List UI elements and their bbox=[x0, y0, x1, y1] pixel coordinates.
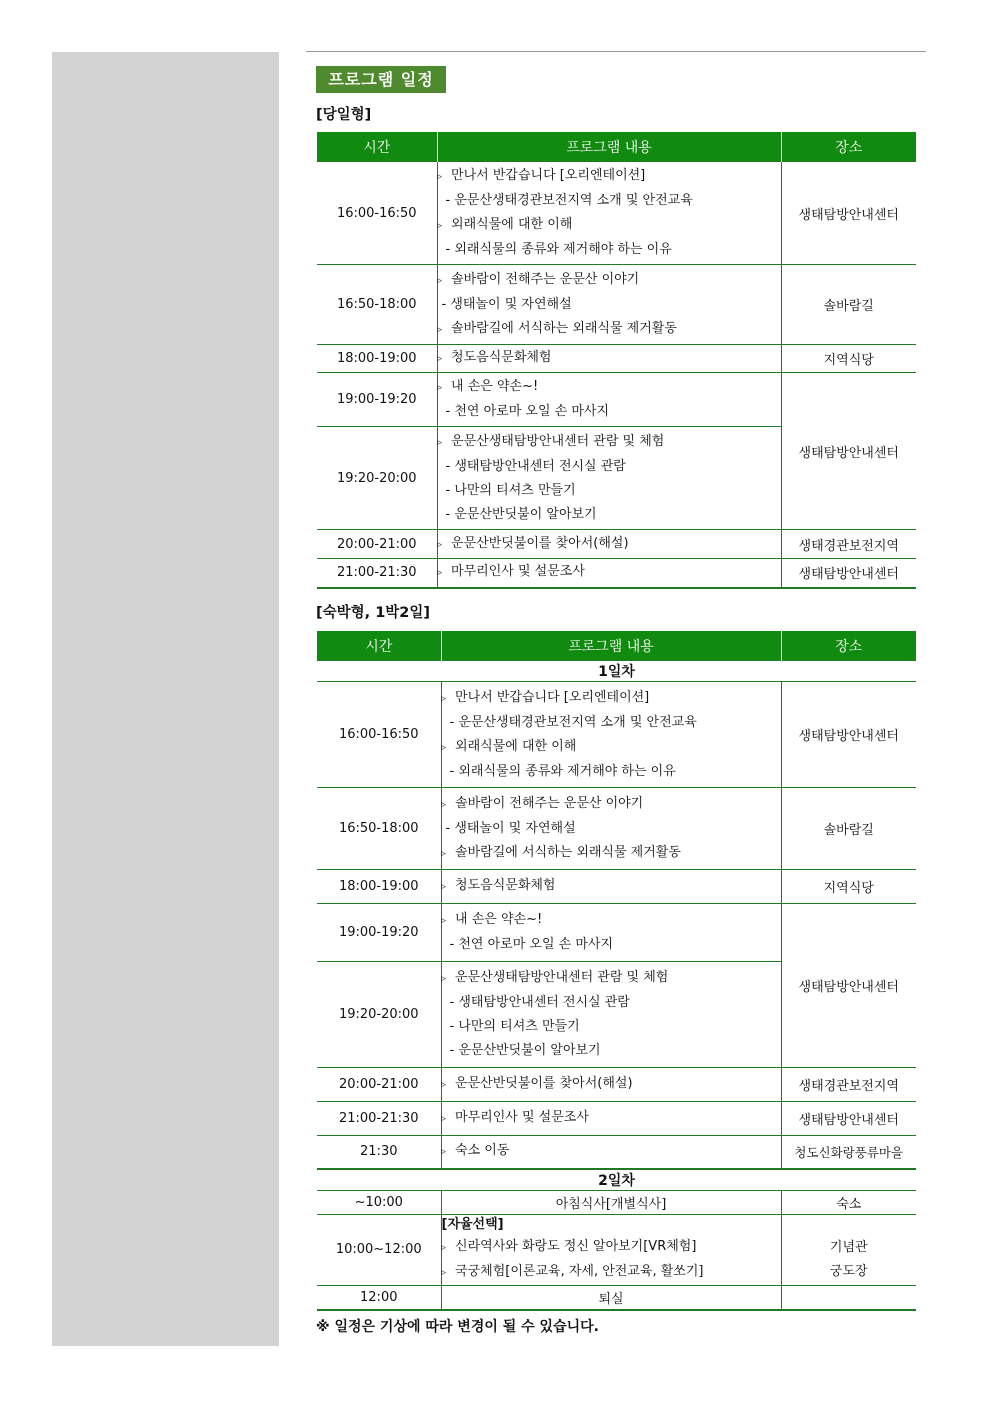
place-cell: 기념관 궁도장 bbox=[781, 1214, 916, 1285]
content-cell: ▹ 만나서 반갑습니다 [오리엔테이션] - 운문산생태경관보전지역 소개 및 안전교육 ▹ 외래식물에 대한 이해 - 외래식물의 종류와 제거해야 하는 이유 bbox=[437, 162, 781, 265]
time-cell: 20:00-21:00 bbox=[317, 530, 437, 559]
content-cell: ▹ 내 손은 약손~! - 천연 아로마 오일 손 마사지 bbox=[437, 373, 781, 427]
day1-bar bbox=[317, 661, 916, 682]
header-time: 시간 bbox=[317, 132, 437, 162]
place-cell: 생태탐방안내센터 bbox=[781, 559, 916, 588]
place-cell: 솔바람길 bbox=[781, 788, 916, 870]
content-cell: ▹ 솔바람이 전해주는 운문산 이야기 - 생태놀이 및 자연해설 ▹ 솔바람길에 서식하는 외래식물 제거활동 bbox=[441, 788, 781, 870]
table-row bbox=[317, 682, 916, 788]
content-cell: 아침식사[개별식사] bbox=[441, 1190, 781, 1214]
left-margin-panel bbox=[52, 52, 279, 1346]
table-row bbox=[317, 530, 916, 559]
content-cell: ▹ 청도음식문화체험 bbox=[437, 345, 781, 373]
time-cell: 19:20-20:00 bbox=[317, 962, 441, 1068]
table-row bbox=[317, 265, 916, 345]
table-row bbox=[317, 1285, 916, 1310]
day1-label: 1일차 bbox=[317, 661, 916, 682]
time-cell: ~10:00 bbox=[317, 1190, 441, 1214]
day2-bar bbox=[317, 1169, 916, 1191]
table-row bbox=[317, 373, 916, 427]
overnight-heading: [숙박형, 1박2일] bbox=[316, 605, 431, 621]
content-cell: ▹ 마무리인사 및 설문조사 bbox=[437, 559, 781, 588]
header-place: 장소 bbox=[781, 631, 916, 661]
content-cell: ▹ 숙소 이동 bbox=[441, 1136, 781, 1169]
content-cell: ▹ 운문산생태탐방안내센터 관람 및 체험 - 생태탐방안내센터 전시실 관람 - 나만의 티셔츠 만들기 - 운문산반딧불이 알아보기 bbox=[441, 962, 781, 1068]
table-row bbox=[317, 345, 916, 373]
time-cell: 19:20-20:00 bbox=[317, 427, 437, 530]
time-cell: 18:00-19:00 bbox=[317, 870, 441, 904]
day-trip-table bbox=[317, 132, 916, 589]
time-cell: 18:00-19:00 bbox=[317, 345, 437, 373]
content-cell: ▹ 내 손은 약손~! - 천연 아로마 오일 손 마사지 bbox=[441, 904, 781, 962]
day-trip-heading: [당일형] bbox=[316, 107, 372, 123]
place-cell: 지역식당 bbox=[781, 870, 916, 904]
day2-label: 2일차 bbox=[317, 1169, 916, 1191]
header-time: 시간 bbox=[317, 631, 441, 661]
time-cell: 20:00-21:00 bbox=[317, 1068, 441, 1102]
choice-label: [자율선택] bbox=[441, 1216, 504, 1232]
place-cell: 숙소 bbox=[781, 1190, 916, 1214]
place-cell: 생태탐방안내센터 bbox=[781, 162, 916, 265]
place-cell: 생태경관보전지역 bbox=[781, 530, 916, 559]
header-content: 프로그램 내용 bbox=[441, 631, 781, 661]
content-cell: ▹ 운문산반딧불이를 찾아서(해설) bbox=[441, 1068, 781, 1102]
time-cell: 10:00~12:00 bbox=[317, 1214, 441, 1285]
table-row bbox=[317, 904, 916, 962]
place-cell: 청도신화랑풍류마을 bbox=[781, 1136, 916, 1169]
table-row bbox=[317, 559, 916, 588]
place-cell: 지역식당 bbox=[781, 345, 916, 373]
content-cell: ▹ 운문산생태탐방안내센터 관람 및 체험 - 생태탐방안내센터 전시실 관람 - 나만의 티셔츠 만들기 - 운문산반딧불이 알아보기 bbox=[437, 427, 781, 530]
time-cell: 21:00-21:30 bbox=[317, 1102, 441, 1136]
time-cell: 16:50-18:00 bbox=[317, 788, 441, 870]
table-header bbox=[317, 631, 916, 661]
time-cell: 19:00-19:20 bbox=[317, 373, 437, 427]
content-cell: 퇴실 bbox=[441, 1285, 781, 1310]
place-cell: 생태탐방안내센터 bbox=[781, 1102, 916, 1136]
schedule-note: ※ 일정은 기상에 따라 변경이 될 수 있습니다. bbox=[316, 1319, 599, 1335]
content-cell: ▹ 솔바람이 전해주는 운문산 이야기 - 생태놀이 및 자연해설 ▹ 솔바람길에 서식하는 외래식물 제거활동 bbox=[437, 265, 781, 345]
time-cell: 19:00-19:20 bbox=[317, 904, 441, 962]
time-cell: 16:50-18:00 bbox=[317, 265, 437, 345]
time-cell: 12:00 bbox=[317, 1285, 441, 1310]
top-divider bbox=[306, 51, 926, 52]
table-row bbox=[317, 788, 916, 870]
table-row bbox=[317, 870, 916, 904]
table-row bbox=[317, 162, 916, 265]
place-cell: 생태탐방안내센터 bbox=[781, 373, 916, 530]
place-cell bbox=[781, 1285, 916, 1310]
overnight-table bbox=[317, 631, 916, 1311]
content-cell: ▹ 청도음식문화체험 bbox=[441, 870, 781, 904]
content-cell: ▹ 운문산반딧불이를 찾아서(해설) bbox=[437, 530, 781, 559]
time-cell: 21:00-21:30 bbox=[317, 559, 437, 588]
table-row bbox=[317, 1190, 916, 1214]
table-header bbox=[317, 132, 916, 162]
time-cell: 16:00-16:50 bbox=[317, 162, 437, 265]
table-row bbox=[317, 1214, 916, 1285]
time-cell: 21:30 bbox=[317, 1136, 441, 1169]
content-cell: [자율선택] ▹ 신라역사와 화랑도 정신 알아보기[VR체험] ▹ 국궁체험[이론교육, 자세, 안전교육, 활쏘기] bbox=[441, 1214, 781, 1285]
place-cell: 솔바람길 bbox=[781, 265, 916, 345]
table-row bbox=[317, 1136, 916, 1169]
time-cell: 16:00-16:50 bbox=[317, 682, 441, 788]
place-cell: 생태탐방안내센터 bbox=[781, 682, 916, 788]
content-cell: ▹ 만나서 반갑습니다 [오리엔테이션] - 운문산생태경관보전지역 소개 및 안전교육 ▹ 외래식물에 대한 이해 - 외래식물의 종류와 제거해야 하는 이유 bbox=[441, 682, 781, 788]
page-title: 프로그램 일정 bbox=[316, 66, 446, 93]
content-cell: ▹ 마무리인사 및 설문조사 bbox=[441, 1102, 781, 1136]
place-cell: 생태탐방안내센터 bbox=[781, 904, 916, 1068]
table-row bbox=[317, 1102, 916, 1136]
place-cell: 생태경관보전지역 bbox=[781, 1068, 916, 1102]
header-content: 프로그램 내용 bbox=[437, 132, 781, 162]
table-row bbox=[317, 1068, 916, 1102]
header-place: 장소 bbox=[781, 132, 916, 162]
